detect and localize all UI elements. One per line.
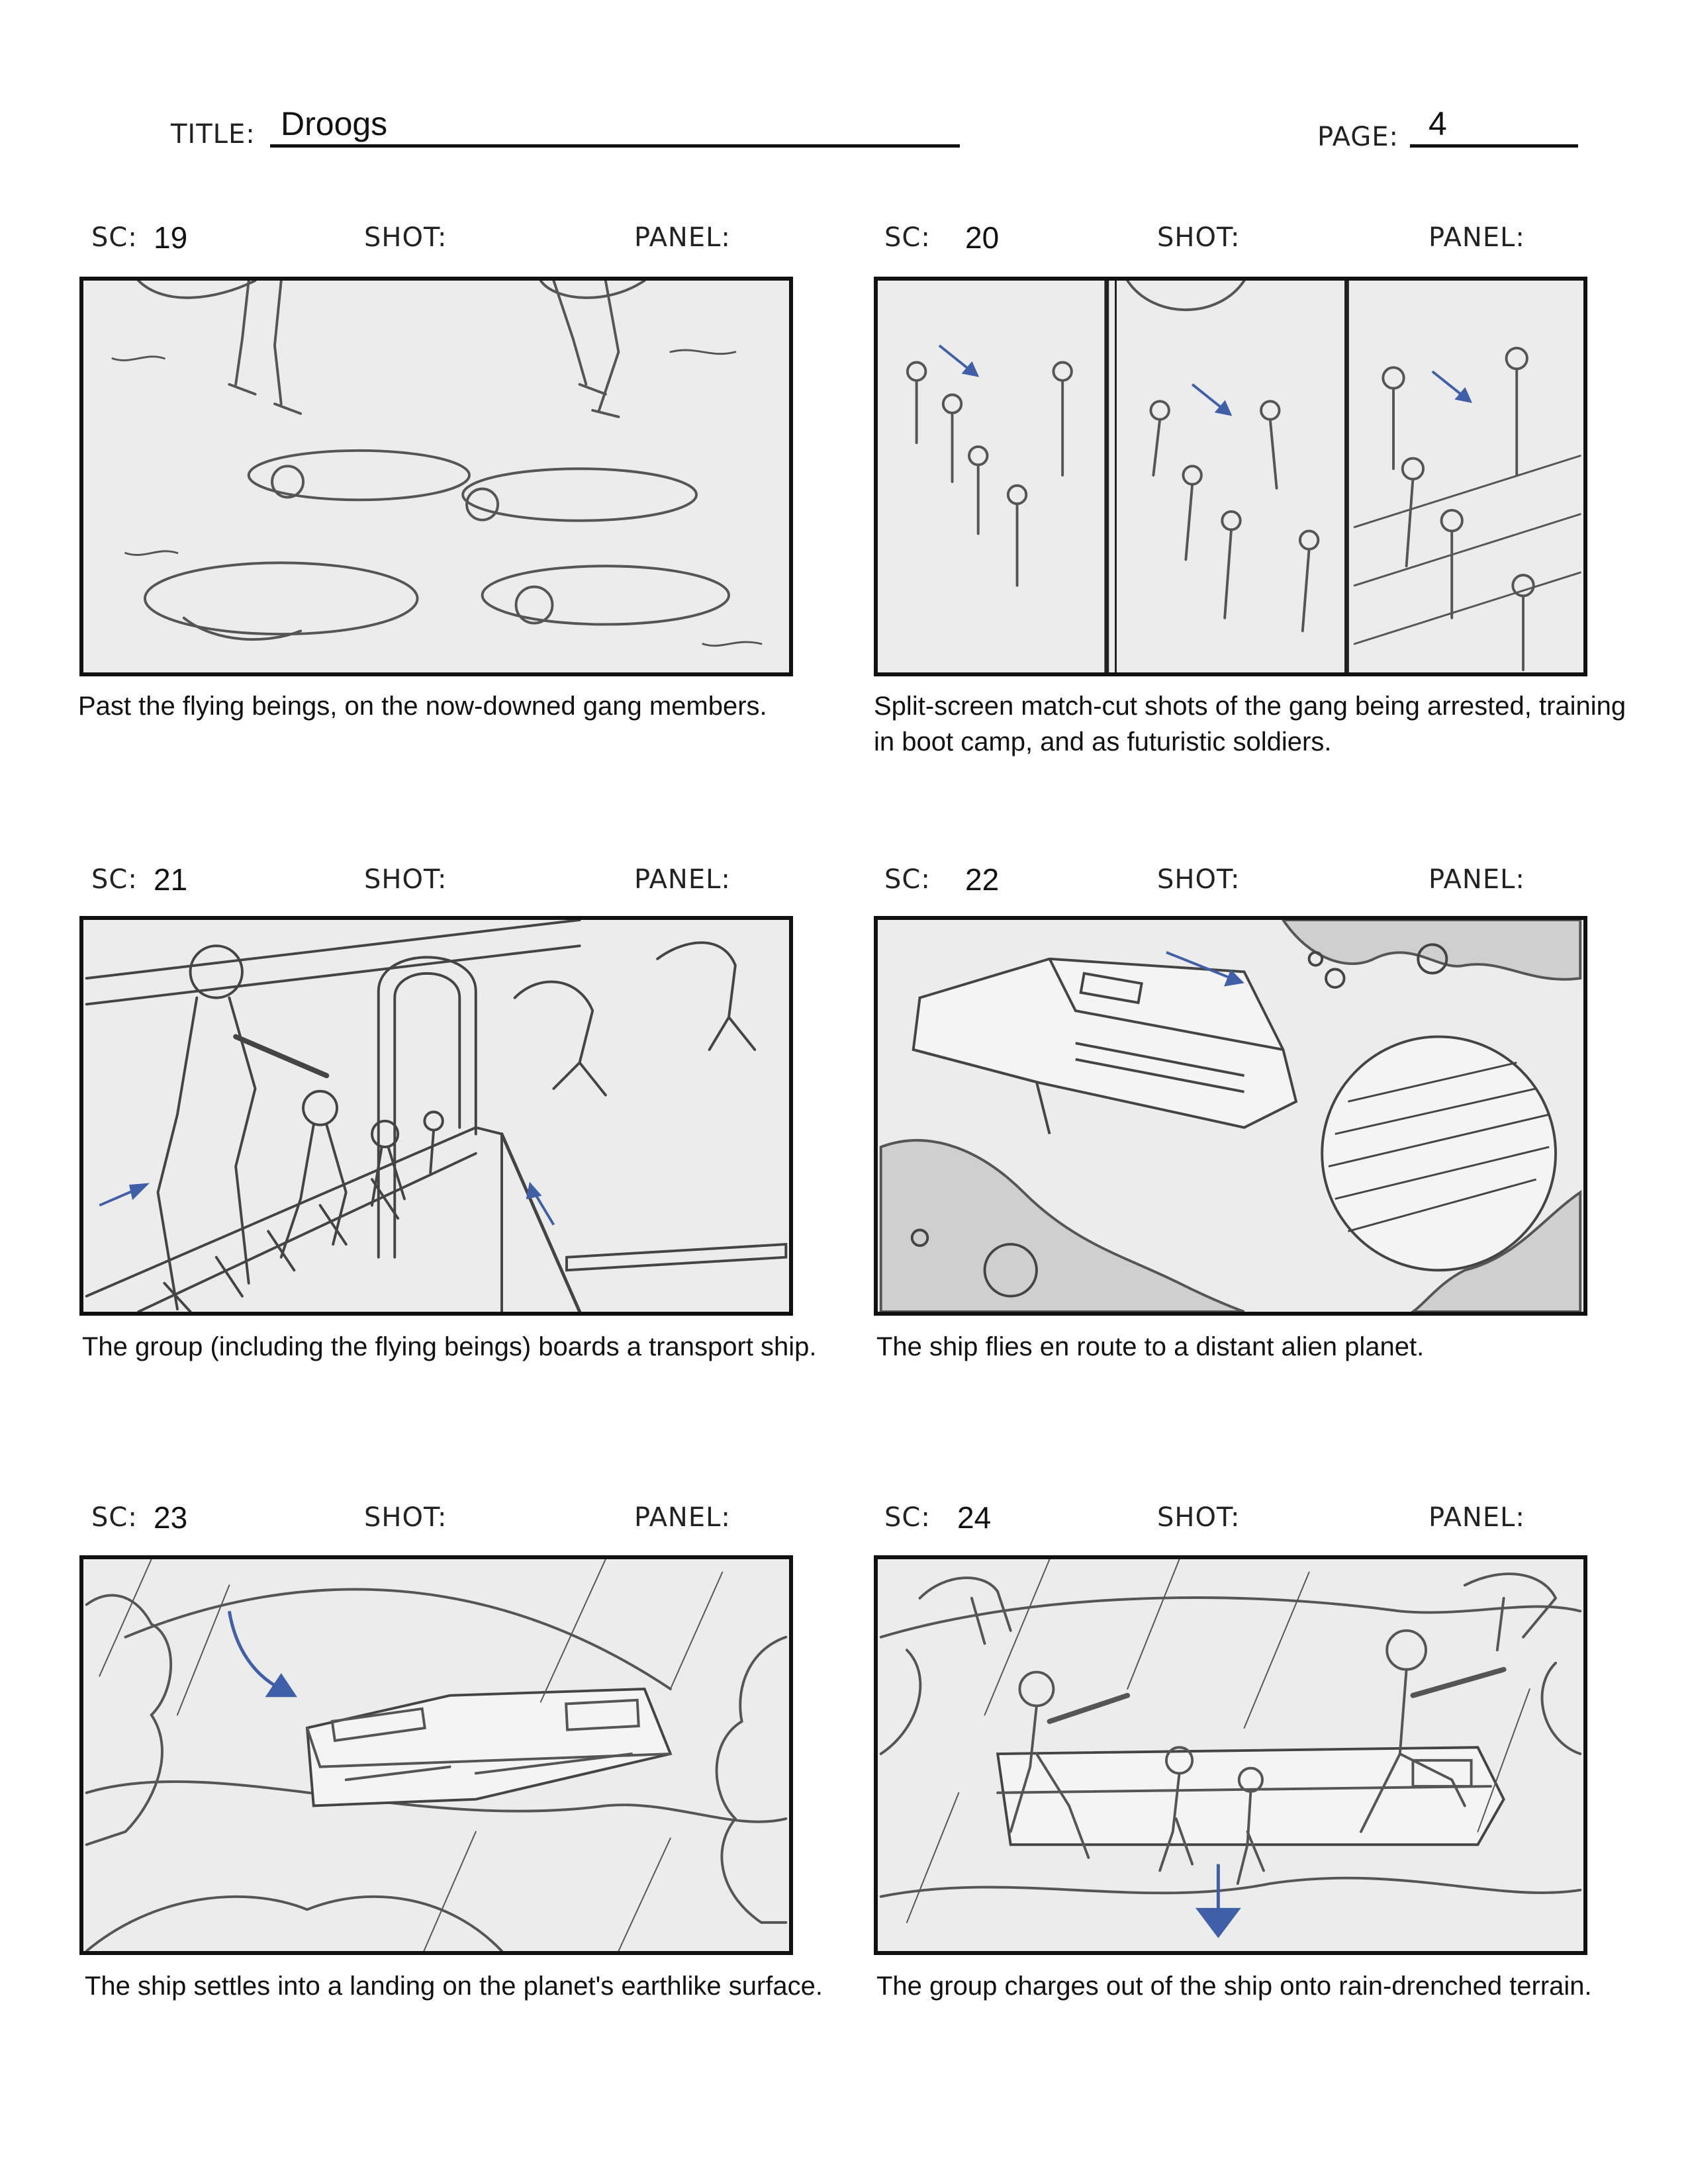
- scene-23-shot-label: SHOT:: [364, 1502, 447, 1533]
- panel-scene-24: [874, 1555, 1587, 1955]
- title-value: Droogs: [281, 105, 388, 142]
- sketch-group-charges: [878, 1559, 1583, 1951]
- scene-21-panel-label: PANEL:: [634, 864, 731, 895]
- title-label: TITLE:: [171, 119, 256, 150]
- sketch-split-screen: [878, 281, 1583, 672]
- scene-20-caption: Split-screen match-cut shots of the gang being arrested, training in boot camp, and as futuristic soldiers.: [874, 692, 1626, 756]
- scene-19-shot-label: SHOT:: [364, 222, 447, 253]
- scene-20-shot-label: SHOT:: [1157, 222, 1241, 253]
- scene-22-sc-value: 22: [965, 862, 1000, 897]
- panel-scene-22: [874, 916, 1587, 1316]
- scene-21-sc-value: 21: [154, 862, 188, 897]
- scene-22-sc-label: SC:: [884, 864, 931, 895]
- panel-scene-19: [79, 277, 793, 676]
- scene-20-sc-value: 20: [965, 220, 1000, 255]
- panel-scene-21: [79, 916, 793, 1316]
- scene-22-caption: The ship flies en route to a distant alien planet.: [876, 1332, 1425, 1361]
- scene-19-sc-label: SC:: [91, 222, 138, 253]
- scene-24-panel-label: PANEL:: [1429, 1502, 1525, 1533]
- sketch-ship-landing: [83, 1559, 789, 1951]
- title-underline: [270, 144, 960, 148]
- scene-20-panel-label: PANEL:: [1429, 222, 1525, 253]
- scene-24-caption: The group charges out of the ship onto rain-drenched terrain.: [876, 1972, 1592, 2001]
- scene-23-sc-value: 23: [154, 1500, 188, 1535]
- scene-21-caption: The group (including the flying beings) boards a transport ship.: [82, 1332, 817, 1361]
- panel-scene-20: [874, 277, 1587, 676]
- scene-23-sc-label: SC:: [91, 1502, 138, 1533]
- scene-22-panel-label: PANEL:: [1429, 864, 1525, 895]
- scene-20-sc-label: SC:: [884, 222, 931, 253]
- scene-19-panel-label: PANEL:: [634, 222, 731, 253]
- scene-21-shot-label: SHOT:: [364, 864, 447, 895]
- scene-23-panel-label: PANEL:: [634, 1502, 731, 1533]
- scene-21-sc-label: SC:: [91, 864, 138, 895]
- scene-19-sc-value: 19: [154, 220, 188, 255]
- scene-24-sc-label: SC:: [884, 1502, 931, 1533]
- scene-19-caption: Past the flying beings, on the now-downed gang members.: [78, 692, 767, 721]
- scene-24-shot-label: SHOT:: [1157, 1502, 1241, 1533]
- scene-24-sc-value: 24: [957, 1500, 992, 1535]
- sketch-downed-gang: [83, 281, 789, 672]
- page-value: 4: [1429, 105, 1447, 142]
- panel-scene-23: [79, 1555, 793, 1955]
- page-label: PAGE:: [1317, 122, 1399, 152]
- sketch-ship-in-space: [878, 920, 1583, 1312]
- scene-23-caption: The ship settles into a landing on the planet's earthlike surface.: [85, 1972, 823, 2001]
- page-underline: [1410, 144, 1578, 148]
- scene-22-shot-label: SHOT:: [1157, 864, 1241, 895]
- sketch-boarding-ship: [83, 920, 789, 1312]
